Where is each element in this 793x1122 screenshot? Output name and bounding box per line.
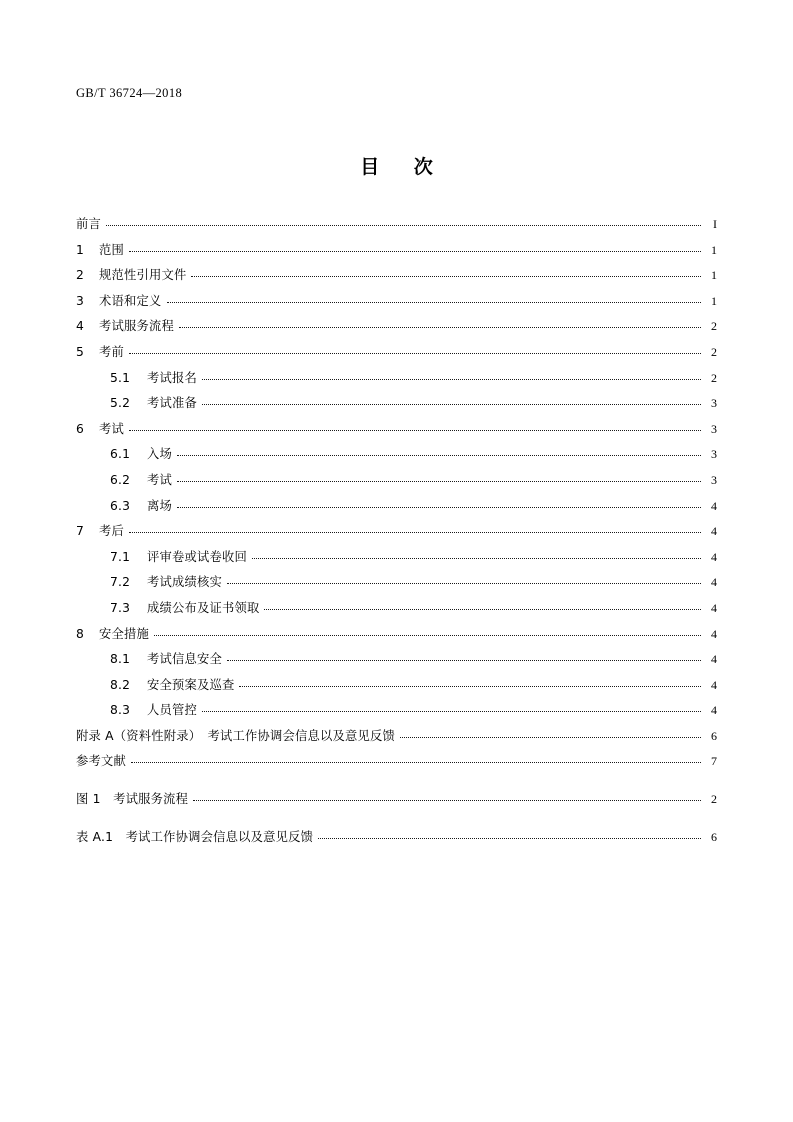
toc-entry-number: 1 — [76, 242, 85, 257]
toc-leader-dots — [129, 531, 701, 533]
toc-entry-page: 4 — [711, 626, 717, 641]
toc-entry-label — [110, 500, 172, 512]
toc-entry-label — [76, 730, 395, 742]
toc-entry[interactable] — [76, 372, 717, 398]
toc-entry-text: 术语和定义 — [99, 293, 162, 308]
toc-entry-page: 4 — [711, 600, 717, 615]
toc-leader-dots — [202, 378, 701, 380]
toc-leader-dots — [193, 799, 701, 801]
toc-entry-number: 7 — [76, 524, 85, 539]
toc-entry-page: 6 — [711, 829, 717, 844]
toc-entry-page: I — [713, 217, 717, 231]
toc-leader-dots — [227, 582, 701, 584]
toc-leader-dots — [179, 326, 701, 328]
toc-entry-label — [76, 831, 313, 843]
toc-entry-number: 6 — [76, 421, 85, 436]
toc-entry[interactable] — [76, 730, 717, 756]
toc-entry-label — [110, 704, 197, 716]
table-of-contents — [76, 218, 717, 856]
toc-entry-page: 3 — [711, 472, 717, 487]
toc-entry-number: 7.2 — [110, 575, 131, 590]
toc-leader-dots — [106, 224, 701, 226]
toc-entry[interactable] — [76, 704, 717, 730]
toc-leader-dots — [129, 429, 701, 431]
toc-leader-dots — [154, 634, 701, 636]
toc-entry-number: 2 — [76, 268, 85, 283]
toc-entry[interactable] — [76, 576, 717, 602]
toc-entry[interactable] — [76, 423, 717, 449]
toc-entry-text: 离场 — [147, 498, 172, 513]
page-title: 目 次 — [360, 156, 447, 178]
toc-entry[interactable] — [76, 653, 717, 679]
toc-entry-text: 考后 — [99, 524, 124, 539]
toc-entry-page: 3 — [711, 421, 717, 436]
toc-leader-dots — [129, 250, 701, 252]
toc-entry-page: 4 — [711, 575, 717, 590]
toc-entry-text: 安全预案及巡查 — [147, 677, 235, 692]
toc-entry[interactable] — [76, 628, 717, 654]
toc-entry-label — [76, 628, 149, 640]
toc-entry-page: 1 — [711, 268, 717, 283]
toc-leader-dots — [252, 557, 701, 559]
toc-entry-text: 前言 — [76, 217, 101, 231]
toc-entry-page: 6 — [711, 728, 717, 743]
toc-leader-dots — [177, 480, 701, 482]
toc-leader-dots — [239, 685, 701, 687]
toc-entry-text: 考试成绩核实 — [147, 575, 222, 590]
toc-entry[interactable] — [76, 346, 717, 372]
toc-entry[interactable] — [76, 602, 717, 628]
toc-entry-text: 考试准备 — [147, 396, 197, 411]
toc-entry-label — [110, 679, 234, 691]
toc-entry-text: 成绩公布及证书领取 — [147, 600, 260, 615]
toc-entry-text: 入场 — [147, 447, 172, 462]
toc-entry-text: 规范性引用文件 — [99, 268, 187, 283]
toc-entry[interactable] — [76, 295, 717, 321]
toc-leader-dots — [318, 837, 701, 839]
toc-entry-number: 5.1 — [110, 370, 131, 385]
toc-entry-label — [76, 525, 124, 537]
toc-entry-text: 考试 — [147, 472, 172, 487]
toc-entry-text: 表 A.1 考试工作协调会信息以及意见反馈 — [76, 829, 314, 844]
toc-entry-page: 4 — [711, 677, 717, 692]
toc-entry[interactable] — [76, 755, 717, 781]
toc-entry[interactable] — [76, 679, 717, 705]
toc-leader-dots — [202, 710, 701, 712]
toc-entry-number: 8 — [76, 626, 85, 641]
toc-entry-page: 4 — [711, 652, 717, 667]
toc-entry[interactable] — [76, 500, 717, 526]
toc-leader-dots — [167, 301, 702, 303]
toc-leader-dots — [264, 608, 701, 610]
toc-entry-page: 4 — [711, 524, 717, 539]
toc-entry-number: 8.2 — [110, 677, 131, 692]
toc-entry-label — [110, 372, 197, 384]
toc-entry-label — [76, 755, 126, 767]
toc-entry[interactable] — [76, 218, 717, 244]
toc-entry-text: 人员管控 — [147, 703, 197, 718]
toc-entry-label — [76, 423, 124, 435]
toc-entry-number: 8.1 — [110, 652, 131, 667]
toc-entry-number: 8.3 — [110, 703, 131, 718]
toc-entry[interactable] — [76, 397, 717, 423]
toc-entry-label — [110, 551, 247, 563]
toc-leader-dots — [177, 454, 701, 456]
toc-entry-text: 附录 A（资料性附录） 考试工作协调会信息以及意见反馈 — [76, 728, 395, 743]
toc-entry[interactable] — [76, 551, 717, 577]
toc-entry-text: 评审卷或试卷收回 — [147, 549, 247, 564]
toc-entry-number: 6.2 — [110, 472, 131, 487]
toc-leader-dots — [227, 659, 701, 661]
toc-entry-number: 7.1 — [110, 549, 131, 564]
toc-entry[interactable] — [76, 831, 717, 857]
toc-entry-page: 2 — [711, 792, 717, 807]
toc-entry-label — [110, 602, 259, 614]
toc-entry-label — [76, 320, 174, 332]
toc-entry-page: 1 — [711, 293, 717, 308]
toc-entry-number: 7.3 — [110, 600, 131, 615]
toc-entry[interactable] — [76, 474, 717, 500]
toc-leader-dots — [177, 506, 701, 508]
toc-entry-label — [76, 218, 101, 230]
toc-entry-label — [110, 576, 222, 588]
toc-entry-page: 2 — [711, 319, 717, 334]
toc-entry[interactable] — [76, 448, 717, 474]
toc-entry-label — [110, 653, 222, 665]
toc-entry-page: 3 — [711, 447, 717, 462]
toc-entry-number: 3 — [76, 293, 85, 308]
toc-leader-dots — [202, 403, 701, 405]
toc-entry-number: 5.2 — [110, 396, 131, 411]
toc-entry-page: 2 — [711, 370, 717, 385]
toc-leader-dots — [131, 761, 701, 763]
toc-entry-text: 考试信息安全 — [147, 652, 222, 667]
toc-entry[interactable] — [76, 269, 717, 295]
toc-entry[interactable] — [76, 525, 717, 551]
toc-entry-page: 4 — [711, 549, 717, 564]
toc-entry-text: 安全措施 — [99, 626, 149, 641]
toc-entry-page: 4 — [711, 703, 717, 718]
toc-entry-number: 6.3 — [110, 498, 131, 513]
toc-entry[interactable] — [76, 793, 717, 819]
toc-entry-label — [76, 346, 124, 358]
toc-entry-page: 2 — [711, 344, 717, 359]
toc-leader-dots — [400, 736, 701, 738]
toc-leader-dots — [129, 352, 701, 354]
toc-entry-label — [76, 295, 162, 307]
toc-entry-page: 7 — [711, 754, 717, 769]
toc-entry-page: 4 — [711, 498, 717, 513]
toc-entry[interactable] — [76, 320, 717, 346]
toc-entry-label — [76, 244, 124, 256]
toc-entry-text: 考前 — [99, 344, 124, 359]
toc-entry-label — [76, 269, 186, 281]
toc-entry-text: 考试报名 — [147, 370, 197, 385]
toc-entry-number: 4 — [76, 319, 85, 334]
toc-entry-text: 参考文献 — [76, 754, 126, 769]
toc-entry-page: 1 — [711, 242, 717, 257]
toc-entry-text: 考试服务流程 — [99, 319, 174, 334]
toc-entry-text: 范围 — [99, 242, 124, 257]
toc-entry-label — [110, 397, 197, 409]
toc-entry-text: 图 1 考试服务流程 — [76, 792, 189, 807]
toc-entry-number: 6.1 — [110, 447, 131, 462]
toc-entry-number: 5 — [76, 344, 85, 359]
toc-entry-label — [76, 793, 188, 805]
toc-leader-dots — [191, 275, 701, 277]
toc-entry-text: 考试 — [99, 421, 124, 436]
toc-entry-page: 3 — [711, 396, 717, 411]
standard-code: GB/T 36724—2018 — [76, 86, 183, 100]
toc-entry-label — [110, 474, 172, 486]
toc-entry-label — [110, 448, 172, 460]
toc-entry[interactable] — [76, 244, 717, 270]
